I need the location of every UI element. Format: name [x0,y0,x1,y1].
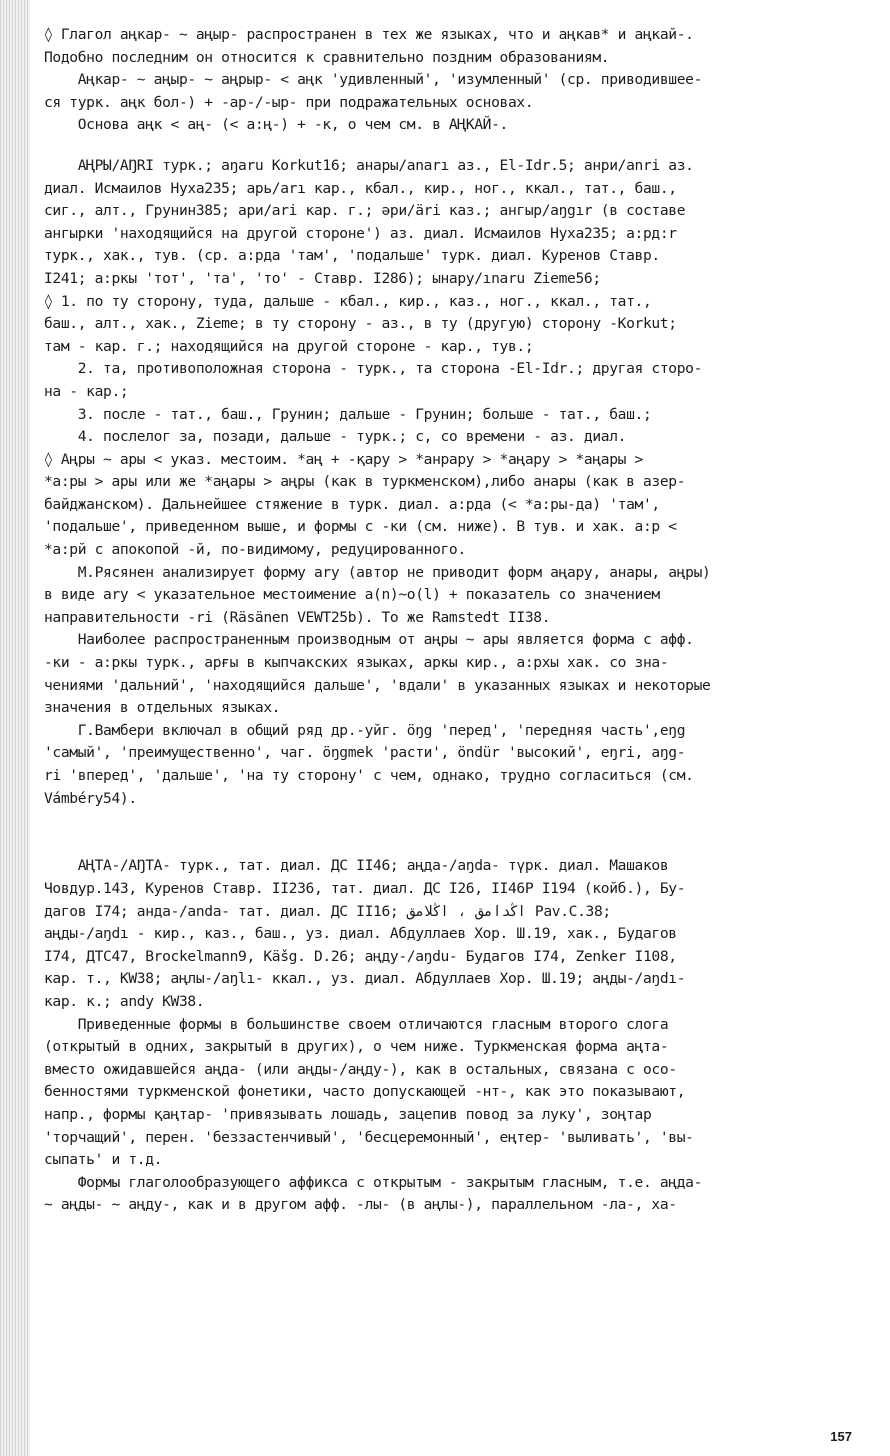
text-line: баш., алт., хак., Zieme; в ту сторону - аз., в ту (другую) сторону -Korkut; [44,315,677,333]
text-line: Г.Вамбери включал в общий ряд др.-уйг. öŋg 'перед', 'передняя часть',eŋg [44,721,686,739]
text-line: Подобно последним он относится к сравнительно поздним образованиям. [44,48,610,66]
text-line: дагов I74; анда-/anda- тат. диал. ДС II16; اڭدامق ، اڭلامق Pav.C.38; [44,902,611,920]
spacer [44,833,874,856]
text-line: 2. та, противоположная сторона - турк., та сторона -El-Idr.; другая сторо- [44,360,703,378]
text-line: бенностями туркменской фонетики, часто допускающей -нт-, как это показывают, [44,1083,686,1101]
text-line: Vámbéry54). [44,789,137,807]
text-line: ~ аңды- ~ аңду-, как и в другом афф. -лы- (в аңлы-), параллельном -ла-, ха- [44,1196,677,1214]
text-line: кар. т., KW38; аңлы-/aŋlı- ккал., уз. диал. Абдуллаев Хор. Ш.19; аңды-/aŋdı- [44,970,686,988]
text-line: на - кар.; [44,382,129,400]
text-line: сиг., алт., Грунин385; ари/ari кар. г.; әри/äri каз.; ангыр/aŋgır (в составе [44,202,686,220]
text-line: в виде ary < указательное местоимение a(n)~o(l) + показатель со значением [44,586,660,604]
text-line: ся турк. аңк бол-) + -ар-/-ыр- при подражательных основах. [44,93,534,111]
text-line: 'самый', 'преимущественно', чаг. öŋgmek 'расти', öndür 'высокий', eŋri, aŋg- [44,744,686,762]
text-line: направительности -ri (Räsänen VEWT25b). То же Ramstedt II38. [44,608,551,626]
text-line: I74, ДТС47, Brockelmann9, Käšg. D.26; аңду-/aŋdu- Будагов I74, Zenker I108, [44,947,677,965]
text-line: значения в отдельных языках. [44,699,281,717]
text-line: ri 'вперед', 'дальше', 'на ту сторону' с чем, однако, трудно согласиться (см. [44,767,694,784]
text-line: ◊ 1. по ту сторону, туда, дальше - кбал., кир., каз., ног., ккал., тат., [44,292,652,310]
text-line: кар. к.; andy KW38. [44,992,205,1010]
entry-heading-line: АҢРЫ/AŊRI турк.; aŋaru Korkut16; анары/anarı аз., El-Idr.5; анри/anri аз. [44,156,694,174]
text-line: сыпать' и т.д. [44,1151,163,1169]
text-line: Формы глаголообразующего аффикса с открытым - закрытым гласным, т.е. аңда- [44,1173,703,1191]
text-line: *а:ры > ары или же *аңары > аңры (как в туркменском),либо анары (как в азер- [44,473,686,491]
text-line: байджанском). Дальнейшее стяжение в турк. диал. а:рда (< *а:ры-да) 'там', [44,495,660,513]
text-line: -ки - а:ркы турк., арғы в кыпчакских языках, аркы кир., а:рхы хак. со зна- [44,654,669,672]
text-line: 'подальше', приведенном выше, и формы с -ки (см. ниже). В тув. и хак. а:р < [44,518,677,536]
text-line: Наиболее распространенным производным от аңры ~ ары является форма с афф. [44,631,694,649]
text-line: диал. Исмаилов Нуха235; арь/arı кар., кбал., кир., ног., ккал., тат., баш., [44,179,677,197]
document-text [44,24,874,1217]
text-line: М.Рясянен анализирует форму ary (автор не приводит форм аңару, анары, аңры) [44,563,711,581]
text-line: 'торчащий', перен. 'беззастенчивый', 'бесцеремонный', еңтер- 'выливать', 'вы- [44,1128,694,1146]
text-line: Човдур.143, Куренов Ставр. II236, тат. диал. ДС I26, II46P I194 (койб.), Бу- [44,879,686,897]
text-line: 4. послелог за, позади, дальше - турк.; с, со времени - аз. диал. [44,428,627,446]
text-line: там - кар. г.; находящийся на другой стороне - кар., тув.; [44,337,534,355]
text-line: (открытый в одних, закрытый в других), о чем ниже. Туркменская форма аңта- [44,1038,669,1056]
text-line: Аңкар- ~ аңыр- ~ аңрыр- < аңк 'удивленный', 'изумленный' (ср. приводившее- [44,71,703,89]
text-line: *а:рй с апокопой -й, по-видимому, редуцированного. [44,541,466,559]
text-line: Основа аңк < аң- (< а:ң-) + -к, о чем см. в АҢКАЙ-. [44,116,508,134]
scan-binding-edge [0,0,30,1456]
text-line: аңды-/aŋdı - кир., каз., баш., уз. диал. Абдуллаев Хор. Ш.19, хак., Будагов [44,925,677,943]
entry-heading-line: АҢТА-/AŊTA- турк., тат. диал. ДС II46; аңда-/aŋda- түрк. диал. Машаков [44,857,669,875]
spacer [44,137,874,155]
text-line: напр., формы қаңтар- 'привязывать лошадь, зацепив повод за луку', зоңтар [44,1105,652,1123]
text-line: ангырки 'находящийся на другой стороне') аз. диал. Исмаилов Нуха235; а:рд:r [44,224,677,242]
text-line: турк., хак., тув. (ср. а:рда 'там', 'подальше' турк. диал. Куренов Ставр. [44,247,660,265]
text-line: Приведенные формы в большинстве своем отличаются гласным второго слога [44,1015,669,1033]
text-line: ◊ Глагол аңкар- ~ аңыр- распространен в тех же языках, что и аңкав* и аңкай-. [44,26,694,43]
page-number: 157 [830,1429,852,1444]
text-line: 3. после - тат., баш., Грунин; дальше - Грунин; больше - тат., баш.; [44,405,652,423]
text-line: I241; а:ркы 'тот', 'та', 'то' - Ставр. I286); ынару/ınaru Zieme56; [44,269,601,287]
spacer [44,810,874,833]
text-line: ◊ Аңры ~ ары < указ. местоим. *аң + -қару > *анрару > *аңару > *аңары > [44,450,643,468]
text-line: чениями 'дальний', 'находящийся дальше', 'вдали' в указанных языках и некоторые [44,676,711,694]
text-line: вместо ожидавшейся аңда- (или аңды-/аңду-), как в остальных, связана с осо- [44,1060,677,1078]
